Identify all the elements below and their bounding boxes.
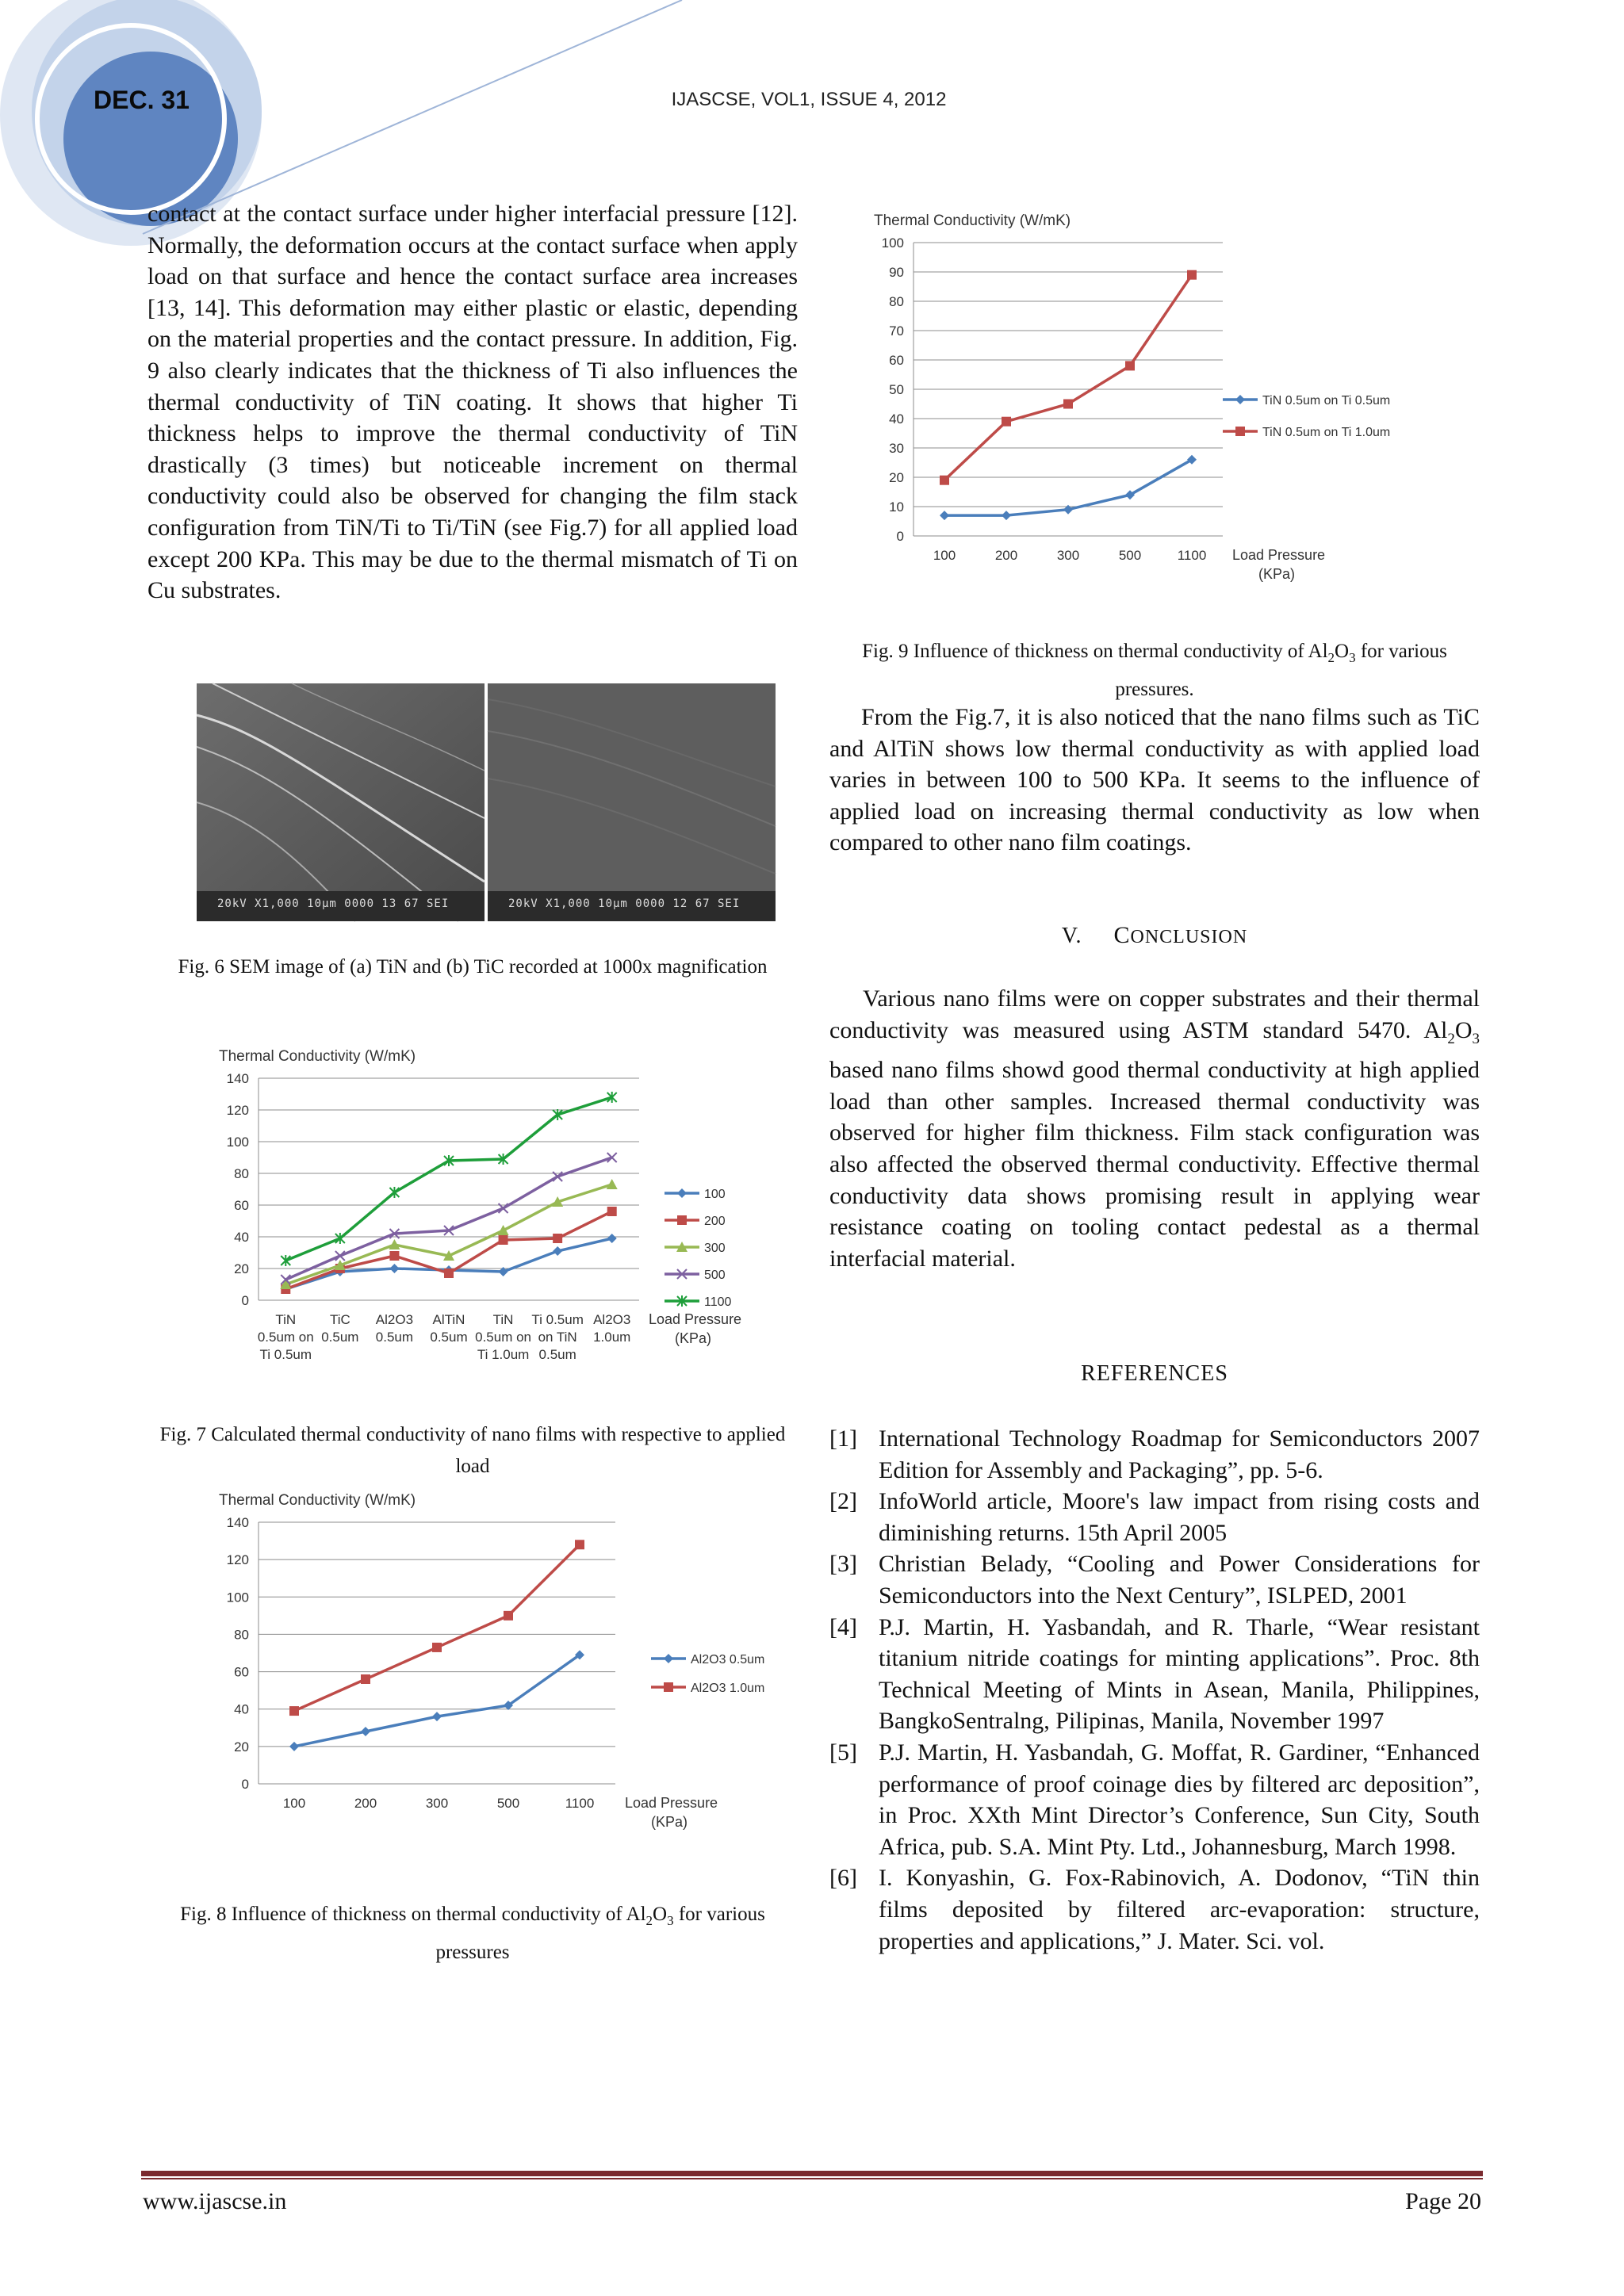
reference-text: P.J. Martin, H. Yasbandah, G. Moffat, R. Gardiner, “Enhanced performance of proof coinage dies by filtered arc deposition”, in Proc. XXth Mint Director’s Conference, Sun City, South Africa, pub. S.A. Mint Pty. Ltd., Johannesburg, March 1998. [879, 1739, 1480, 1860]
fig7-data-point [498, 1225, 509, 1235]
fig9-legend-marker [1235, 427, 1245, 436]
reference-number: [4] [829, 1613, 857, 1640]
fig7-x-tick-label: Ti 0.5um [531, 1312, 584, 1327]
fig8-y-tick-label: 20 [234, 1739, 249, 1755]
reference-text: International Technology Roadmap for Semiconductors 2007 Edition for Assembly and Packaging”, pp. 5-6. [879, 1425, 1480, 1483]
sem-label-a: 20kV X1,000 10µm 0000 13 67 SEI [217, 897, 450, 910]
fig8-x-tick-label: 200 [354, 1796, 377, 1811]
fig8-x-axis-label: Load Pressure [625, 1795, 718, 1811]
fig9-y-tick-label: 10 [889, 499, 904, 515]
fig9-series-line [944, 275, 1192, 480]
fig7-x-tick-label: 0.5um [538, 1347, 576, 1362]
reference-item [829, 1423, 1480, 1486]
body-paragraph-1: contact at the contact surface under higher interfacial pressure [12]. Normally, the deformation occurs at the contact surface when apply load on that surface and hence the contact surface area increases [13, 14]. This deformation may either plastic or elastic, depending on the material properties and the contact pressure. In addition, Fig. 9 also clearly indicates that the thickness of Ti also influences the thermal conductivity of TiN coating. It shows that higher Ti thickness helps to improve the thermal conductivity of TiN drastically (3 times) but noticeable increment on thermal conductivity could also be observed for changing the film stack configuration from TiN/Ti to Ti/TiN (see Fig.7) for all applied load except 200 KPa. This may be due to the thermal mismatch of Ti on Cu substrates. [147, 201, 798, 604]
fig7-y-tick-label: 60 [234, 1198, 249, 1213]
fig7-title: Thermal Conductivity (W/mK) [219, 1048, 416, 1065]
journal-header: IJASCSE, VOL1, ISSUE 4, 2012 [671, 89, 947, 110]
fig7-series-line [285, 1158, 611, 1280]
fig7-y-tick-label: 80 [234, 1166, 249, 1181]
fig7-data-point [389, 1251, 399, 1261]
fig8-y-tick-label: 80 [234, 1627, 249, 1643]
fig7-x-tick-label: 0.5um [321, 1330, 359, 1345]
fig7-y-tick-label: 140 [226, 1071, 249, 1086]
fig9-y-tick-label: 70 [889, 323, 904, 339]
fig9-x-tick-label: 500 [1118, 548, 1142, 563]
fig9-data-point [1125, 361, 1135, 370]
fig7-x-axis-unit: (KPa) [675, 1330, 712, 1346]
fig9-x-axis-unit: (KPa) [1258, 566, 1296, 582]
fig9-title: Thermal Conductivity (W/mK) [874, 212, 1071, 229]
sem-image-b [488, 683, 776, 921]
fig8-data-point [504, 1611, 513, 1621]
fig9-legend-marker [1235, 395, 1245, 404]
sem-figure [197, 683, 776, 921]
fig7-x-tick-label: TiC [329, 1312, 350, 1327]
fig7-y-tick-label: 20 [234, 1261, 249, 1276]
footer-website[interactable]: www.ijascse.in [143, 2188, 287, 2214]
fig7-x-tick-label: TiN [492, 1312, 514, 1327]
footer-page-number: Page 20 [1405, 2188, 1481, 2214]
reference-text: I. Konyashin, G. Fox-Rabinovich, A. Dodonov, “TiN thin films deposited by filtered arc-evaporation: structure, properties and applications,” J. Mater. Sci. vol. [879, 1865, 1480, 1954]
fig7-x-tick-label: Al2O3 [375, 1312, 414, 1327]
fig6-caption: Fig. 6 SEM image of (a) TiN and (b) TiC recorded at 1000x magnification [178, 956, 768, 978]
reference-item [829, 1548, 1480, 1611]
fig9-x-axis-label: Load Pressure [1232, 547, 1326, 563]
date-label: DEC. 31 [94, 86, 190, 114]
fig7-x-tick-label: 0.5um [430, 1330, 468, 1345]
fig7-legend-label: 300 [704, 1242, 726, 1255]
fig7-x-tick-label: 1.0um [593, 1330, 631, 1345]
fig8-x-tick-label: 300 [425, 1796, 449, 1811]
fig8-title: Thermal Conductivity (W/mK) [219, 1492, 416, 1509]
body-paragraph-2: From the Fig.7, it is also noticed that the nano films such as TiC and AlTiN shows low thermal conductivity as with applied load varies in between 100 to 500 KPa. It seems to the influence of applied load on increasing thermal conductivity as low when compared to other nano film coatings. [829, 704, 1480, 856]
fig9-x-tick-label: 200 [994, 548, 1018, 563]
fig8-y-tick-label: 0 [241, 1777, 249, 1792]
fig9-caption: Fig. 9 Influence of thickness on thermal conductivity of $Al_2O_3$ for various pressures. [862, 641, 1447, 700]
fig8-x-axis-unit: (KPa) [651, 1814, 688, 1830]
fig9-data-point [1002, 511, 1011, 520]
fig7-data-point [607, 1207, 617, 1216]
fig7-legend-label: 500 [704, 1269, 726, 1282]
reference-text: Christian Belady, “Cooling and Power Considerations for Semiconductors into the Next Century”, ISLPED, 2001 [879, 1551, 1480, 1609]
fig7-y-tick-label: 120 [226, 1103, 249, 1118]
fig7-data-point [499, 1235, 508, 1245]
fig8-data-point [432, 1643, 442, 1652]
reference-text: P.J. Martin, H. Yasbandah, and R. Tharle, “Wear resistant titanium nitride coatings for minting applications”. Proc. 8th Technical Meeting of Mints in Asean, Manila, Philippines, BangkoSentralng, Pilipinas, Manila, November 1997 [879, 1613, 1480, 1735]
sem-image-a [197, 683, 485, 921]
fig8-data-point [289, 1706, 299, 1716]
fig9-legend-label: TiN 0.5um on Ti 0.5um [1262, 394, 1391, 408]
fig7-legend-marker [677, 1215, 687, 1225]
fig8-legend-label: Al2O3 1.0um [691, 1682, 765, 1695]
fig8-legend-marker [664, 1682, 673, 1692]
fig7-x-tick-label: on TiN [538, 1330, 577, 1345]
fig7-series-line [285, 1238, 611, 1289]
fig7-data-point [553, 1246, 562, 1256]
reference-number: [1] [829, 1425, 857, 1452]
fig9-y-tick-label: 0 [896, 529, 904, 544]
fig7-data-point [553, 1234, 562, 1243]
fig7-legend-label: 200 [704, 1215, 726, 1228]
fig7-legend-label: 1100 [704, 1295, 732, 1309]
fig7-data-point [389, 1187, 399, 1198]
fig9-x-tick-label: 300 [1056, 548, 1080, 563]
fig8-x-tick-label: 1100 [565, 1796, 595, 1811]
fig8-data-point [361, 1674, 370, 1684]
fig8-y-tick-label: 140 [226, 1515, 249, 1530]
conclusion-heading: V. CONCLUSION [1061, 922, 1248, 948]
fig8-series-line [294, 1655, 580, 1747]
footer-rule [141, 2171, 1483, 2180]
conclusion-paragraph: Various nano films were on copper substrates and their thermal conductivity was measured using ASTM standard 5470. $Al_2O_3$ based nano films showd good thermal conductivity at high applied load than other samples. Increased thermal conductivity was observed for higher film thickness. Film stack configuration was also affected the observed thermal conductivity. Effective thermal conductivity data shows promising result in applying wear resistance coating on tooling contact pedestal as a thermal interfacial material. [829, 985, 1480, 1272]
reference-number: [6] [829, 1865, 857, 1892]
fig8-x-tick-label: 500 [496, 1796, 520, 1811]
fig7-x-tick-label: 0.5um [375, 1330, 414, 1345]
fig9-y-tick-label: 100 [881, 235, 904, 251]
fig8-y-tick-label: 100 [226, 1590, 249, 1605]
fig9-data-point [940, 476, 949, 485]
fig7-data-point [607, 1234, 617, 1243]
fig7-x-tick-label: 0.5um on [257, 1330, 314, 1345]
fig9-x-tick-label: 100 [933, 548, 956, 563]
fig9-y-tick-label: 40 [889, 411, 904, 427]
fig7-x-axis-label: Load Pressure [649, 1311, 742, 1327]
fig9-legend-label: TiN 0.5um on Ti 1.0um [1262, 426, 1391, 439]
fig7-x-tick-label: 0.5um on [475, 1330, 532, 1345]
fig9-data-point [1187, 270, 1197, 280]
fig7-data-point [444, 1269, 454, 1278]
fig9-chart [850, 212, 1477, 628]
fig8-data-point [432, 1712, 442, 1721]
reference-item [829, 1612, 1480, 1737]
fig7-data-point [607, 1179, 618, 1189]
fig7-x-tick-label: Ti 1.0um [477, 1347, 530, 1362]
reference-text: InfoWorld article, Moore's law impact from rising costs and diminishing returns. 15th April 2005 [879, 1488, 1480, 1546]
fig9-y-tick-label: 20 [889, 470, 904, 485]
fig7-y-tick-label: 40 [234, 1230, 249, 1245]
fig9-y-tick-label: 50 [889, 382, 904, 397]
fig8-caption: Fig. 8 Influence of thickness on thermal conductivity of $Al_2O_3$ for various pressures [180, 1904, 765, 1963]
reference-item [829, 1486, 1480, 1548]
fig8-chart [179, 1492, 782, 1867]
fig8-y-tick-label: 40 [234, 1701, 249, 1717]
fig8-data-point [361, 1727, 370, 1736]
reference-number: [5] [829, 1739, 857, 1766]
reference-item [829, 1737, 1480, 1862]
reference-number: [3] [829, 1551, 857, 1578]
references-list [829, 1423, 1480, 1957]
fig7-x-tick-label: Al2O3 [593, 1312, 631, 1327]
fig9-y-tick-label: 60 [889, 353, 904, 368]
fig7-x-tick-label: AlTiN [432, 1312, 465, 1327]
fig7-x-tick-label: TiN [275, 1312, 297, 1327]
fig7-caption: Fig. 7 Calculated thermal conductivity of nano films with respective to applied load [159, 1424, 786, 1477]
fig8-y-tick-label: 60 [234, 1664, 249, 1680]
fig7-chart [179, 1043, 782, 1423]
fig7-y-tick-label: 0 [241, 1293, 249, 1308]
fig9-y-tick-label: 80 [889, 294, 904, 309]
fig9-y-tick-label: 30 [889, 441, 904, 456]
fig9-data-point [940, 511, 949, 520]
reference-item [829, 1862, 1480, 1957]
fig8-legend-marker [664, 1654, 673, 1663]
fig8-legend-label: Al2O3 0.5um [691, 1653, 765, 1667]
fig7-x-tick-label: Ti 0.5um [259, 1347, 312, 1362]
fig7-y-tick-label: 100 [226, 1135, 249, 1150]
fig9-data-point [1063, 400, 1073, 409]
references-heading: REFERENCES [1081, 1361, 1228, 1386]
fig7-data-point [389, 1264, 399, 1273]
fig8-data-point [289, 1742, 299, 1751]
fig7-legend-label: 100 [704, 1188, 726, 1201]
fig9-data-point [1002, 417, 1011, 427]
reference-number: [2] [829, 1488, 857, 1515]
fig9-y-tick-label: 90 [889, 265, 904, 280]
fig8-data-point [575, 1540, 584, 1549]
fig8-y-tick-label: 120 [226, 1552, 249, 1568]
fig9-x-tick-label: 1100 [1177, 548, 1207, 563]
fig7-legend-marker [677, 1188, 687, 1198]
fig8-x-tick-label: 100 [282, 1796, 306, 1811]
sem-label-b: 20kV X1,000 10µm 0000 12 67 SEI [508, 897, 741, 910]
